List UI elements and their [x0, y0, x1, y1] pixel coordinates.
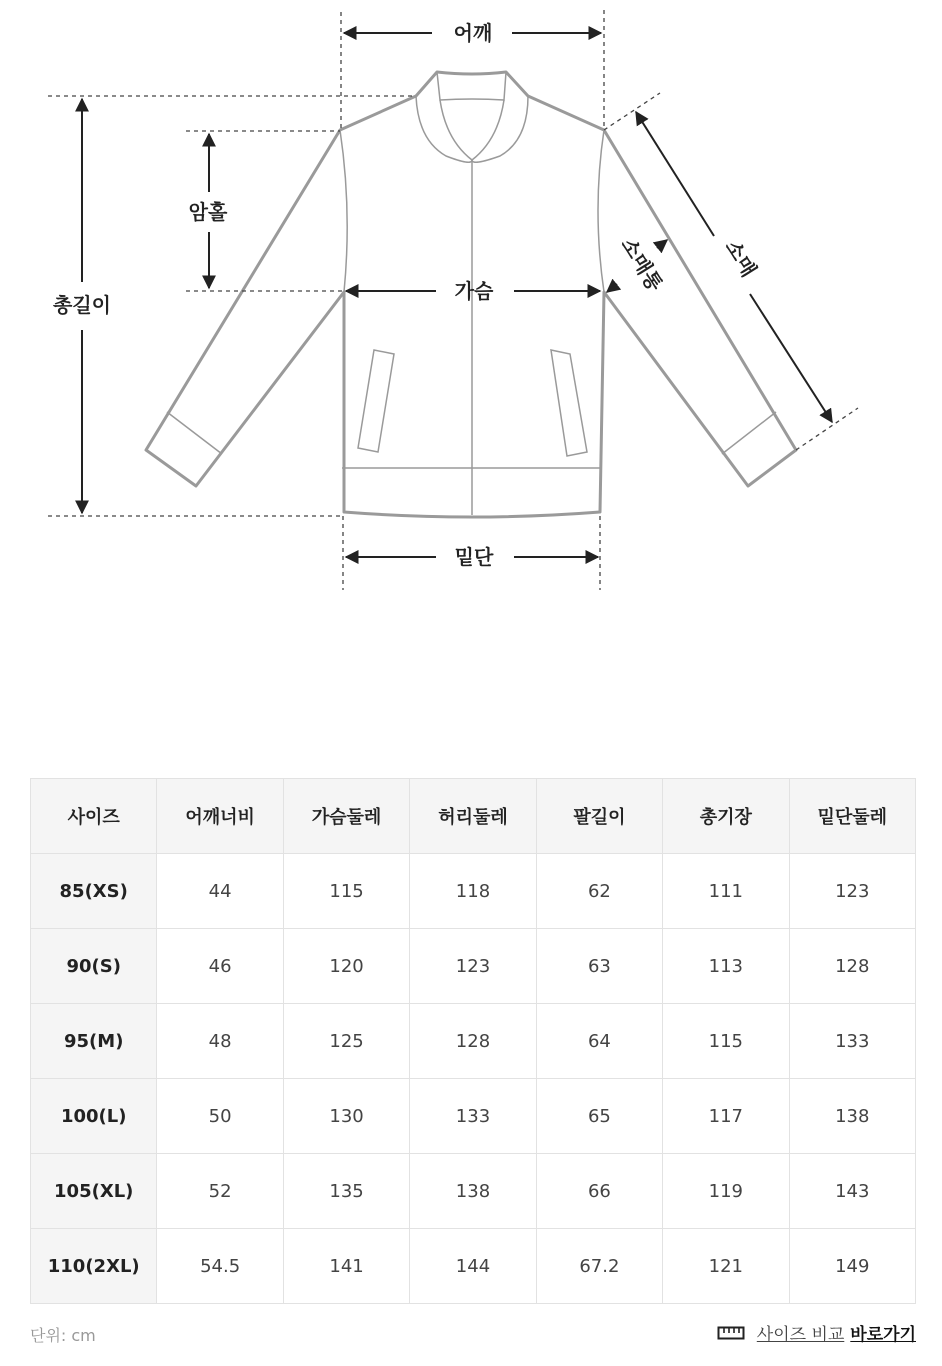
table-cell: 119	[663, 1154, 789, 1229]
table-cell: 128	[789, 929, 915, 1004]
table-cell: 123	[410, 929, 536, 1004]
table-cell: 113	[663, 929, 789, 1004]
unit-note: 단위: cm	[30, 1326, 96, 1345]
table-cell: 66	[536, 1154, 662, 1229]
table-row	[31, 1229, 916, 1304]
table-cell: 117	[663, 1079, 789, 1154]
table-cell: 133	[410, 1079, 536, 1154]
armhole-label: 암홀	[188, 200, 228, 224]
table-cell: 128	[410, 1004, 536, 1079]
ruler-icon	[717, 1325, 745, 1341]
size-table	[30, 778, 916, 1304]
table-row	[31, 854, 916, 929]
table-cell: 115	[663, 1004, 789, 1079]
table-cell: 138	[410, 1154, 536, 1229]
guide-lines	[48, 10, 858, 590]
table-cell: 54.5	[157, 1229, 283, 1304]
table-cell: 133	[789, 1004, 915, 1079]
shoulder-label: 어깨	[453, 21, 493, 45]
table-cell: 50	[157, 1079, 283, 1154]
size-cell: 90(S)	[31, 929, 157, 1004]
table-cell: 111	[663, 854, 789, 929]
table-cell: 138	[789, 1079, 915, 1154]
table-cell: 67.2	[536, 1229, 662, 1304]
table-cell: 62	[536, 854, 662, 929]
header-total-length: 총기장	[663, 779, 789, 854]
header-hem: 밑단둘레	[789, 779, 915, 854]
sleeve-label: 소매	[720, 235, 762, 282]
size-compare-label[interactable]: 사이즈 비교	[756, 1325, 845, 1345]
table-cell: 130	[283, 1079, 409, 1154]
table-cell: 143	[789, 1154, 915, 1229]
table-cell: 149	[789, 1229, 915, 1304]
table-cell: 46	[157, 929, 283, 1004]
size-cell: 105(XL)	[31, 1154, 157, 1229]
size-cell: 95(M)	[31, 1004, 157, 1079]
table-row	[31, 1079, 916, 1154]
table-cell: 141	[283, 1229, 409, 1304]
table-row	[31, 1004, 916, 1079]
sleeve-width-label: 소매통	[616, 233, 668, 296]
jacket-measurement-diagram	[0, 0, 942, 600]
hem-label: 밑단	[454, 545, 494, 569]
size-cell: 85(XS)	[31, 854, 157, 929]
table-cell: 64	[536, 1004, 662, 1079]
table-cell: 65	[536, 1079, 662, 1154]
table-cell: 144	[410, 1229, 536, 1304]
table-cell: 123	[789, 854, 915, 929]
size-compare-link[interactable]	[717, 1320, 916, 1345]
table-header-row	[31, 779, 916, 854]
table-cell: 48	[157, 1004, 283, 1079]
table-cell: 115	[283, 854, 409, 929]
header-arm-length: 팔길이	[536, 779, 662, 854]
size-cell: 100(L)	[31, 1079, 157, 1154]
total-length-label: 총길이	[53, 293, 111, 317]
table-cell: 63	[536, 929, 662, 1004]
table-cell: 44	[157, 854, 283, 929]
header-waist: 허리둘레	[410, 779, 536, 854]
table-row	[31, 1154, 916, 1229]
table-cell: 135	[283, 1154, 409, 1229]
table-cell: 120	[283, 929, 409, 1004]
chest-label: 가슴	[454, 279, 494, 303]
size-cell: 110(2XL)	[31, 1229, 157, 1304]
header-shoulder-width: 어깨너비	[157, 779, 283, 854]
table-cell: 125	[283, 1004, 409, 1079]
table-row	[31, 929, 916, 1004]
table-cell: 121	[663, 1229, 789, 1304]
table-cell: 118	[410, 854, 536, 929]
table-cell: 52	[157, 1154, 283, 1229]
header-size: 사이즈	[31, 779, 157, 854]
go-link[interactable]: 바로가기	[850, 1325, 916, 1345]
header-chest: 가슴둘레	[283, 779, 409, 854]
